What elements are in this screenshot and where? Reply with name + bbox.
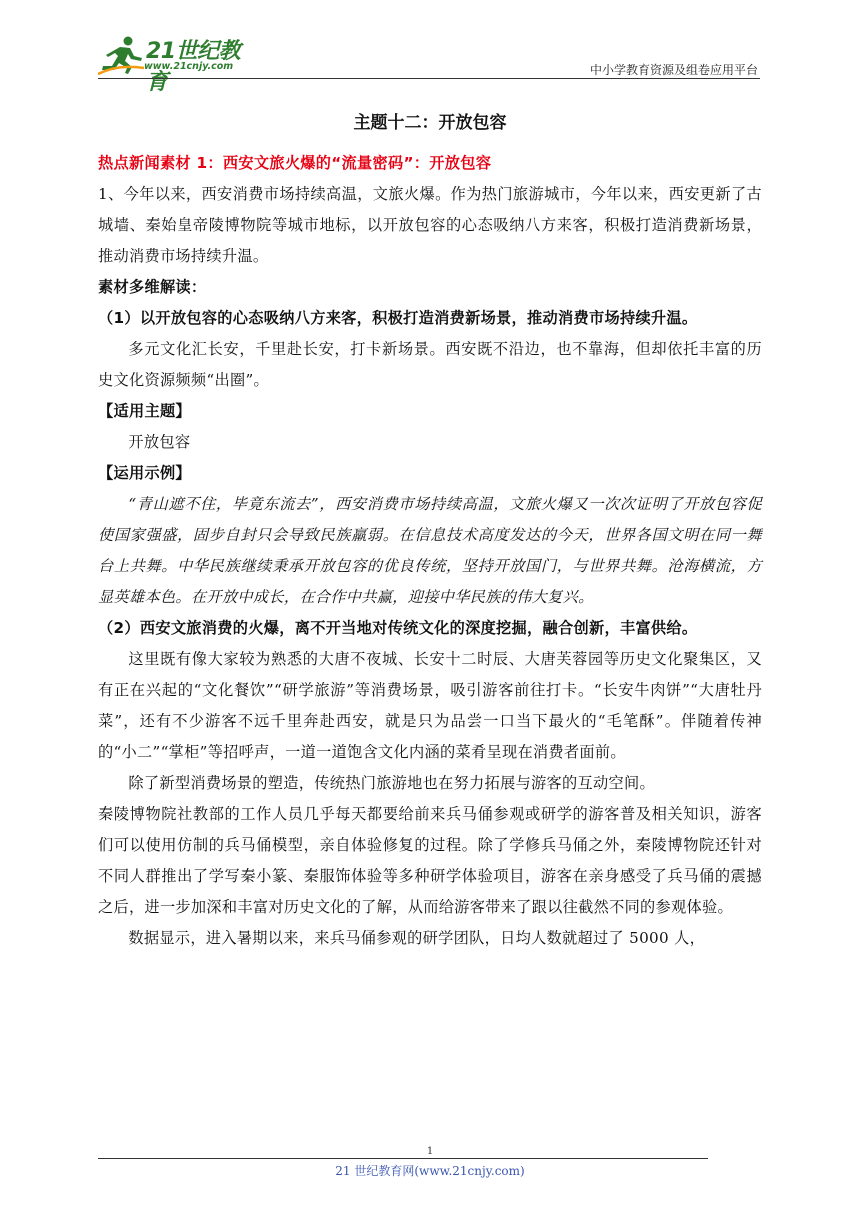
logo-text: 21世纪教育 (146, 39, 241, 95)
paragraph: 开放包容 (128, 433, 191, 451)
paragraph: （2）西安文旅消费的火爆，离不开当地对传统文化的深度挖掘，融合创新，丰富供给。 (98, 619, 698, 637)
page-number: 1 (426, 1146, 434, 1157)
paragraph: 1、今年以来，西安消费市场持续高温，文旅火爆。作为热门旅游城市，今年以来，西安更新了古城墙、秦始皇帝陵博物院等城市地标，以开放包容的心态吸纳八方来客，积极打造消费新场景，推动消费市场持续升温。 (98, 185, 762, 265)
paragraph: 【适用主题】 (98, 402, 191, 420)
document-body (98, 148, 762, 954)
header-divider (98, 78, 760, 79)
paragraph: 数据显示，进入暑期以来，来兵马俑参观的研学团队，日均人数就超过了 5000 人， (128, 929, 706, 947)
paragraph: （1）以开放包容的心态吸纳八方来客，积极打造消费新场景，推动消费市场持续升温。 (98, 309, 698, 327)
paragraph: 【运用示例】 (98, 464, 191, 482)
footer-text: 21 世纪教育网(www.21cnjy.com) (335, 1164, 525, 1178)
paragraph: “青山遮不住，毕竟东流去”，西安消费市场持续高温，文旅火爆又一次次证明了开放包容促使国家强盛，固步自封只会导致民族羸弱。在信息技术高度发达的今天，世界各国文明在同一舞台上共舞。中华民族继续秉承开放包容的优良传统，坚持开放国门，与世界共舞。沧海横流，方显英雄本色。在开放中成长，在合作中共赢，迎接中华民族的伟大复兴。 (98, 495, 762, 606)
paragraph: 除了新型消费场景的塑造，传统热门旅游地也在努力拓展与游客的互动空间。 (128, 774, 655, 792)
paragraph: 这里既有像大家较为熟悉的大唐不夜城、长安十二时辰、大唐芙蓉园等历史文化聚集区，又有正在兴起的“文化餐饮”“研学旅游”等消费场景，吸引游客前往打卡。“长安牛肉饼”“大唐牡丹菜”，还有不少游客不远千里奔赴西安，就是只为品尝一口当下最火的“毛笔酥”。伴随着传神的“小二”“掌柜”等招呼声，一道一道饱含文化内涵的菜肴呈现在消费者面前。 (98, 650, 762, 761)
paragraph: 素材多维解读： (98, 278, 207, 296)
paragraph: 秦陵博物院社教部的工作人员几乎每天都要给前来兵马俑参观或研学的游客普及相关知识，游客们可以使用仿制的兵马俑模型，亲自体验修复的过程。除了学修兵马俑之外，秦陵博物院还针对不同人群推出了学写秦小篆、秦服饰体验等多种研学体验项目，游客在亲身感受了兵马俑的震撼之后，进一步加深和丰富对历史文化的了解，从而给游客带来了跟以往截然不同的参观体验。 (98, 805, 762, 916)
paragraph: 多元文化汇长安，千里赴长安，打卡新场景。西安既不沿边，也不靠海，但却依托丰富的历史文化资源频频“出圈”。 (98, 340, 762, 389)
logo (98, 34, 258, 95)
platform-name: 中小学教育资源及组卷应用平台 (589, 63, 758, 77)
page-title: 主题十二：开放包容 (353, 113, 507, 133)
footer-divider (98, 1158, 708, 1159)
runner-icon (98, 34, 146, 76)
paragraph: 热点新闻素材 1：西安文旅火爆的“流量密码”：开放包容 (98, 154, 492, 172)
logo-url: www.21cnjy.com (144, 61, 234, 72)
page-header (98, 28, 760, 95)
